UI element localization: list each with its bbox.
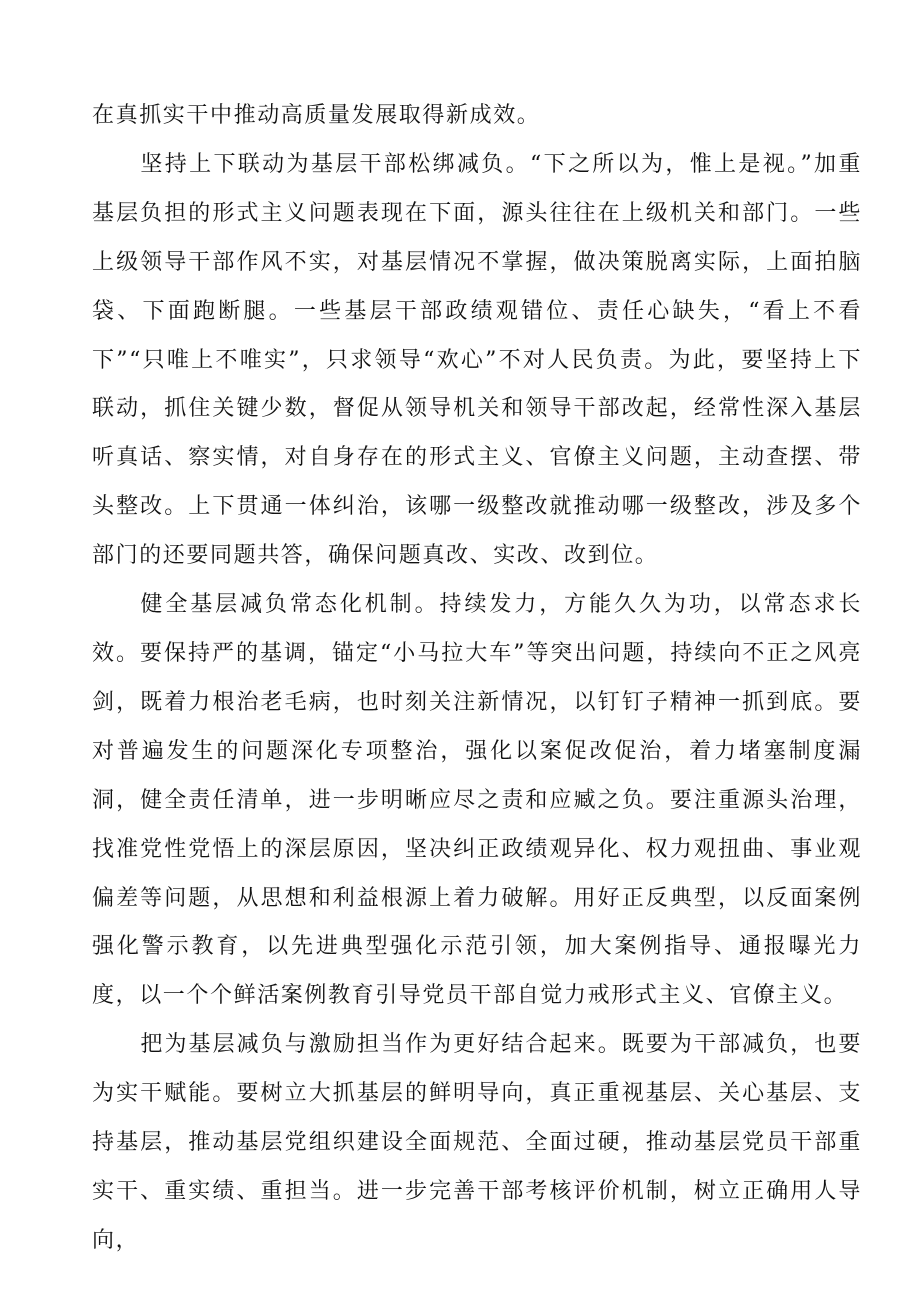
document-body xyxy=(92,92,862,1266)
paragraph-incentive: 把为基层减负与激励担当作为更好结合起来。既要为干部减负，也要为实干赋能。要树立大抓基层的鲜明导向，真正重视基层、关心基层、支持基层，推动基层党组织建设全面规范、全面过硬，推动基层党员干部重实干、重实绩、重担当。进一步完善干部考核评价机制，树立正确用人导向， xyxy=(92,1032,862,1253)
paragraph-mechanism: 健全基层减负常态化机制。持续发力，方能久久为功，以常态求长效。要保持严的基调，锚定“小马拉大车”等突出问题，持续向不正之风亮剑，既着力根治老毛病，也时刻关注新情况，以钉钉子精神一抓到底。要对普遍发生的问题深化专项整治，强化以案促改促治，着力堵塞制度漏洞，健全责任清单，进一步明晰应尽之责和应臧之负。要注重源头治理，找准党性党悟上的深层原因，坚决纠正政绩观异化、权力观扭曲、事业观偏差等问题，从思想和利益根源上着力破解。用好正反典型，以反面案例强化警示教育，以先进典型强化示范引领，加大案例指导、通报曝光力度，以一个个鲜活案例教育引导党员干部自觉力戒形式主义、官僚主义。 xyxy=(92,592,862,1009)
paragraph-continuation: 在真抓实干中推动高质量发展取得新成效。 xyxy=(92,103,541,128)
paragraph-linkage: 坚持上下联动为基层干部松绑减负。“下之所以为，惟上是视。”加重基层负担的形式主义问题表现在下面，源头往往在上级机关和部门。一些上级领导干部作风不实，对基层情况不掌握，做决策脱离实际，上面拍脑袋、下面跑断腿。一些基层干部政绩观错位、责任心缺失，“看上不看下”“只唯上不唯实”，只求领导“欢心”不对人民负责。为此，要坚持上下联动，抓住关键少数，督促从领导机关和领导干部改起，经常性深入基层听真话、察实情，对自身存在的形式主义、官僚主义问题，主动查摆、带头整改。上下贯通一体纠治，该哪一级整改就推动哪一级整改，涉及多个部门的还要同题共答，确保问题真改、实改、改到位。 xyxy=(92,151,862,569)
